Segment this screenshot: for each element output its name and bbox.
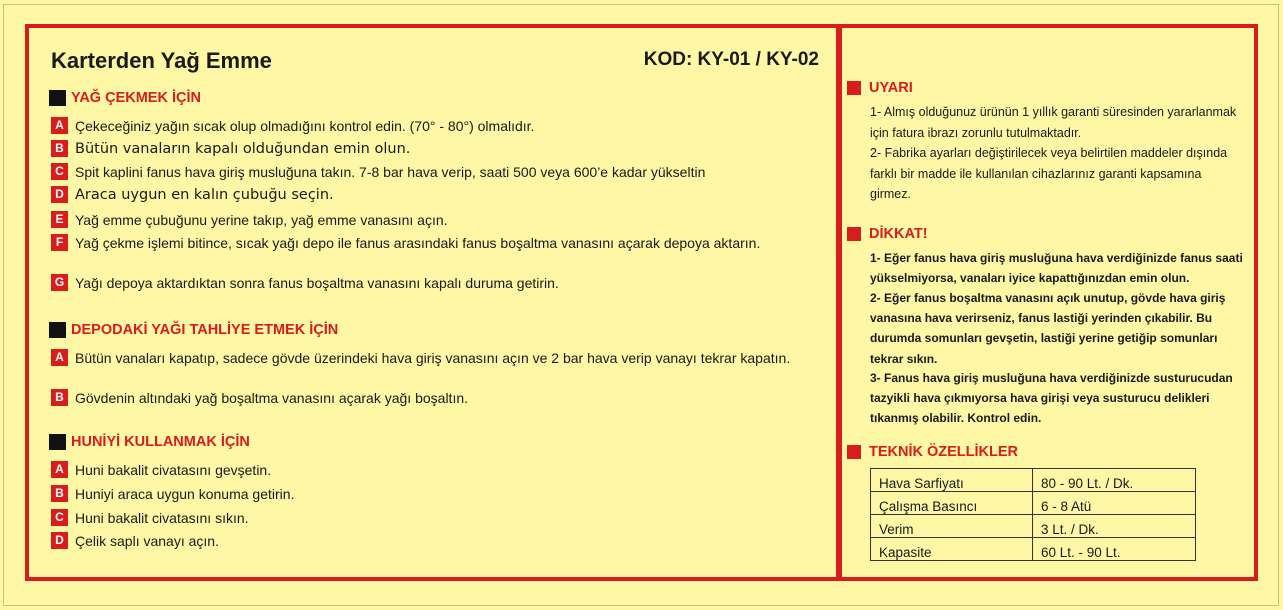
step-text: Spit kaplini fanus hava giriş musluğuna takın. 7-8 bar hava verip, saati 500 veya 600’e kadar yükseltin — [75, 164, 706, 180]
step-letter-badge: B — [51, 140, 68, 157]
spec-key: Verim — [871, 515, 1033, 538]
red-square-icon — [847, 227, 861, 241]
section-title: HUNİYİ KULLANMAK İÇİN — [71, 434, 250, 450]
caution-item: 3- Fanus hava giriş musluğuna hava verdiğinizde susturucudan tazyikli hava çıkmıyorsa hava girişi veya susturucu delikleri tıkanmış olabilir. Kontrol edin. — [870, 371, 1233, 426]
spec-key: Hava Sarfiyatı — [871, 469, 1033, 492]
caution-item: 1- Eğer fanus hava giriş musluğuna hava verdiğinizde fanus saati yükselmiyorsa, vanaları iyice kapattığınızdan emin olun. — [870, 251, 1243, 286]
black-square-icon — [49, 322, 66, 338]
step-text: Bütün vanaları kapatıp, sadece gövde üzerindeki hava giriş vanasını açın ve 2 bar hava verip vanayı tekrar kapatın. — [75, 350, 791, 366]
step-letter-badge: C — [51, 509, 68, 526]
step-letter-badge: F — [51, 234, 68, 251]
spec-value: 80 - 90 Lt. / Dk. — [1033, 469, 1196, 492]
step-item — [51, 509, 815, 527]
caution-item: 2- Eğer fanus boşaltma vanasını açık unutup, gövde hava giriş vanasına hava verirseniz, fanus lastiği yerinden çıkabilir. Bu durumda somunları gevşetin, lastiği yerine getiğip somunları tekrar sıkın. — [870, 291, 1226, 366]
step-item — [51, 117, 815, 135]
step-letter-badge: A — [51, 117, 68, 134]
step-text: Gövdenin altındaki yağ boşaltma vanasını açarak yağı boşaltın. — [75, 390, 469, 406]
step-item — [51, 274, 815, 292]
step-letter-badge: B — [51, 485, 68, 502]
step-item — [51, 532, 815, 550]
specs-header — [847, 444, 1018, 460]
step-text: Araca uygun en kalın çubuğu seçin. — [75, 187, 334, 203]
step-text: Çekeceğiniz yağın sıcak olup olmadığını kontrol edin. (70° - 80°) olmalıdır. — [75, 118, 535, 134]
step-letter-badge: B — [51, 389, 68, 406]
info-panel — [838, 24, 1258, 581]
section-funnel-header — [49, 432, 250, 452]
spec-value: 3 Lt. / Dk. — [1033, 515, 1196, 538]
step-text: Yağ çekme işlemi bitince, sıcak yağı depo ile fanus arasındaki fanus boşaltma vanasını açarak depoya aktarın. — [75, 235, 761, 251]
section-oil-extract-header — [49, 88, 201, 108]
spec-value: 60 Lt. - 90 Lt. — [1033, 538, 1196, 561]
black-square-icon — [49, 434, 66, 450]
step-text: Çelik saplı vanayı açın. — [75, 533, 219, 549]
step-item — [51, 140, 815, 158]
step-item — [51, 485, 815, 503]
step-text: Huniyi araca uygun konuma getirin. — [75, 486, 295, 502]
black-square-icon — [49, 90, 66, 106]
step-item — [51, 186, 815, 204]
step-letter-badge: A — [51, 349, 68, 366]
red-square-icon — [847, 81, 861, 95]
product-code: KOD: KY-01 / KY-02 — [643, 49, 819, 70]
instructions-panel — [25, 24, 840, 581]
step-text: Bütün vanaların kapalı olduğundan emin olun. — [75, 141, 411, 157]
step-item — [51, 349, 815, 367]
warning-item: 2- Fabrika ayarları değiştirilecek veya belirtilen maddeler dışında farklı bir madde ile kullanılan cihazlarınız garanti kapsamına girmez. — [870, 146, 1228, 201]
table-row — [871, 515, 1196, 538]
step-item — [51, 389, 815, 407]
warning-item: 1- Almış olduğunuz ürünün 1 yıllık garanti süresinden yararlanmak için fatura ibrazı zorunlu tutulmaktadır. — [870, 105, 1237, 140]
section-title: DEPODAKİ YAĞI TAHLİYE ETMEK İÇİN — [71, 322, 339, 338]
specs-table — [870, 468, 1196, 561]
spec-value: 6 - 8 Atü — [1033, 492, 1196, 515]
step-letter-badge: A — [51, 461, 68, 478]
spec-key: Kapasite — [871, 538, 1033, 561]
step-letter-badge: D — [51, 186, 68, 203]
step-text: Yağı depoya aktardıktan sonra fanus boşaltma vanasını kapalı duruma getirin. — [75, 275, 559, 291]
table-row — [871, 538, 1196, 561]
warning-title: UYARI — [869, 80, 913, 96]
step-item — [51, 234, 775, 252]
step-text: Huni bakalit civatasını gevşetin. — [75, 462, 272, 478]
red-square-icon — [847, 445, 861, 459]
section-title: YAĞ ÇEKMEK İÇİN — [71, 90, 201, 106]
step-item — [51, 211, 815, 229]
step-text: Huni bakalit civatasını sıkın. — [75, 510, 249, 526]
step-letter-badge: E — [51, 211, 68, 228]
specs-title: TEKNİK ÖZELLİKLER — [869, 444, 1019, 460]
section-tank-drain-header — [49, 320, 338, 340]
step-letter-badge: C — [51, 163, 68, 180]
step-item — [51, 163, 815, 181]
caution-title: DİKKAT! — [869, 226, 928, 242]
spec-key: Çalışma Basıncı — [871, 492, 1033, 515]
step-letter-badge: G — [51, 274, 68, 291]
page-title: Karterden Yağ Emme — [51, 48, 272, 73]
table-row — [871, 469, 1196, 492]
warning-header — [847, 80, 913, 96]
step-letter-badge: D — [51, 532, 68, 549]
table-row — [871, 492, 1196, 515]
caution-header — [847, 226, 928, 242]
step-item — [51, 461, 815, 479]
step-text: Yağ emme çubuğunu yerine takıp, yağ emme vanasını açın. — [75, 212, 448, 228]
